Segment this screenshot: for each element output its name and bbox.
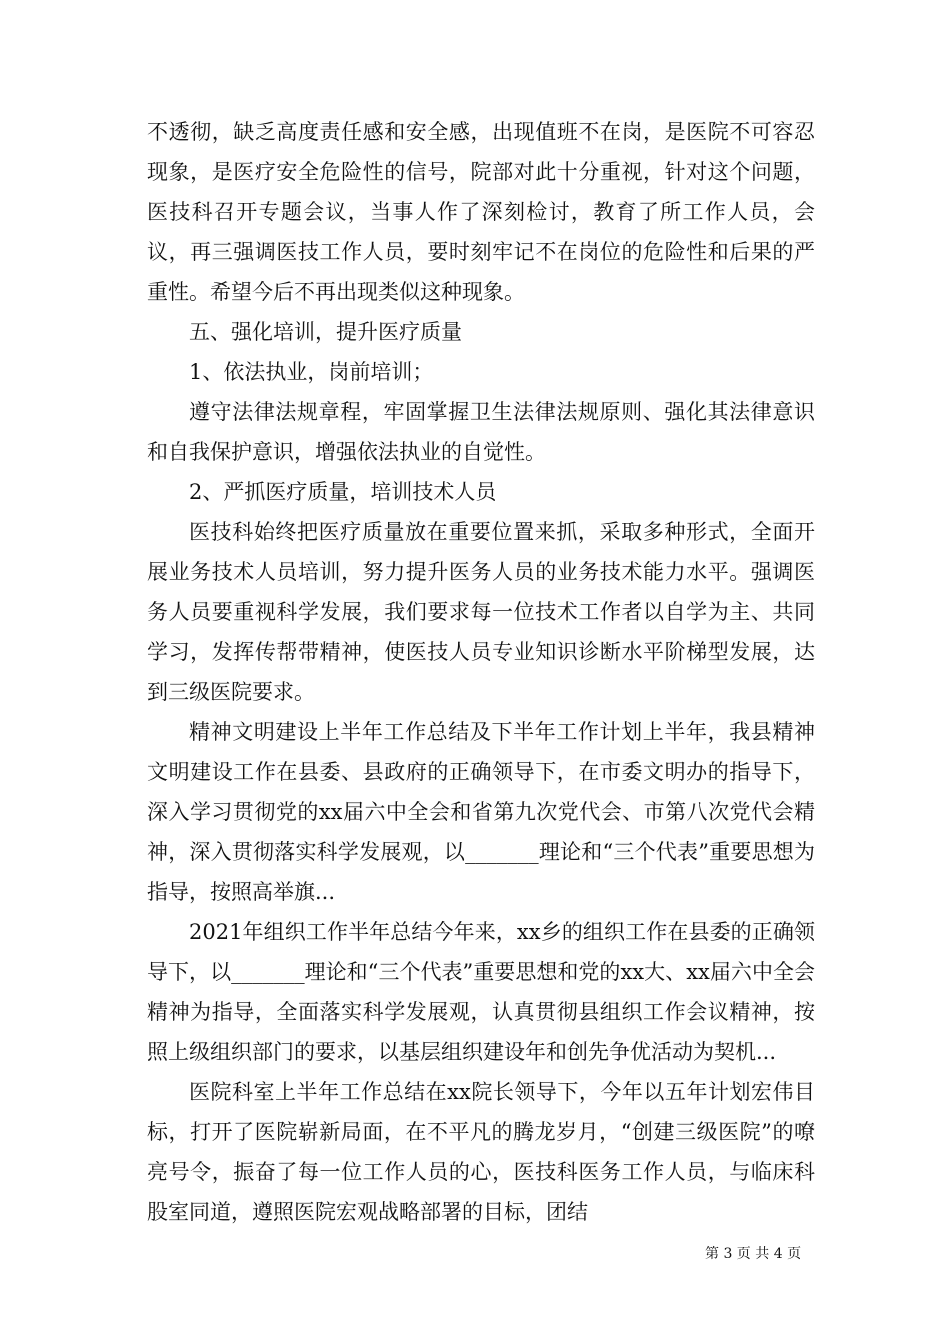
- paragraph-hospital-summary: 医院科室上半年工作总结在xx院长领导下，今年以五年计划宏伟目标，打开了医院崭新局面，在不平凡的腾龙岁月，“创建三级医院”的嘹亮号令，振奋了每一位工作人员的心，医技科医务工作人员，与临床科股室同道，遵照医院宏观战略部署的目标，团结: [147, 1080, 815, 1224]
- paragraph-continuation: 不透彻，缺乏高度责任感和安全感，出现值班不在岗，是医院不可容忍现象，是医疗安全危险性的信号，院部对此十分重视，针对这个问题，医技科召开专题会议，当事人作了深刻检讨，教育了所工作人员，会议，再三强调医技工作人员，要时刻牢记不在岗位的危险性和后果的严重性。希望今后不再出现类似这种现象。: [147, 120, 815, 304]
- page-number: 第 3 页 共 4 页: [705, 1246, 802, 1262]
- paragraph-law: 遵守法律法规章程，牢固掌握卫生法律法规原则、强化其法律意识和自我保护意识，增强依法执业的自觉性。: [147, 400, 815, 464]
- subheading-one: 1、依法执业，岗前培训；: [189, 360, 434, 384]
- paragraph-civilization-summary: 精神文明建设上半年工作总结及下半年工作计划上半年，我县精神文明建设工作在县委、县政府的正确领导下，在市委文明办的指导下，深入学习贯彻党的xx届六中全会和省第九次党代会、市第八次党代会精神，深入贯彻落实科学发展观，以_______理论和“三个代表”重要思想为指导，按照高举旗...: [147, 720, 815, 904]
- paragraph-organization-summary: 2021年组织工作半年总结今年来，xx乡的组织工作在县委的正确领导下，以_______理论和“三个代表”重要思想和党的xx大、xx届六中全会精神为指导，全面落实科学发展观，认真贯彻县组织工作会议精神，按照上级组织部门的要求，以基层组织建设年和创先争优活动为契机...: [147, 920, 815, 1064]
- section-heading-five: 五、强化培训，提升医疗质量: [189, 320, 462, 344]
- paragraph-quality: 医技科始终把医疗质量放在重要位置来抓，采取多种形式，全面开展业务技术人员培训，努力提升医务人员的业务技术能力水平。强调医务人员要重视科学发展，我们要求每一位技术工作者以自学为主、共同学习，发挥传帮带精神，使医技人员专业知识诊断水平阶梯型发展，达到三级医院要求。: [147, 520, 815, 704]
- subheading-two: 2、严抓医疗质量，培训技术人员: [189, 480, 497, 504]
- document-body: [147, 112, 815, 1232]
